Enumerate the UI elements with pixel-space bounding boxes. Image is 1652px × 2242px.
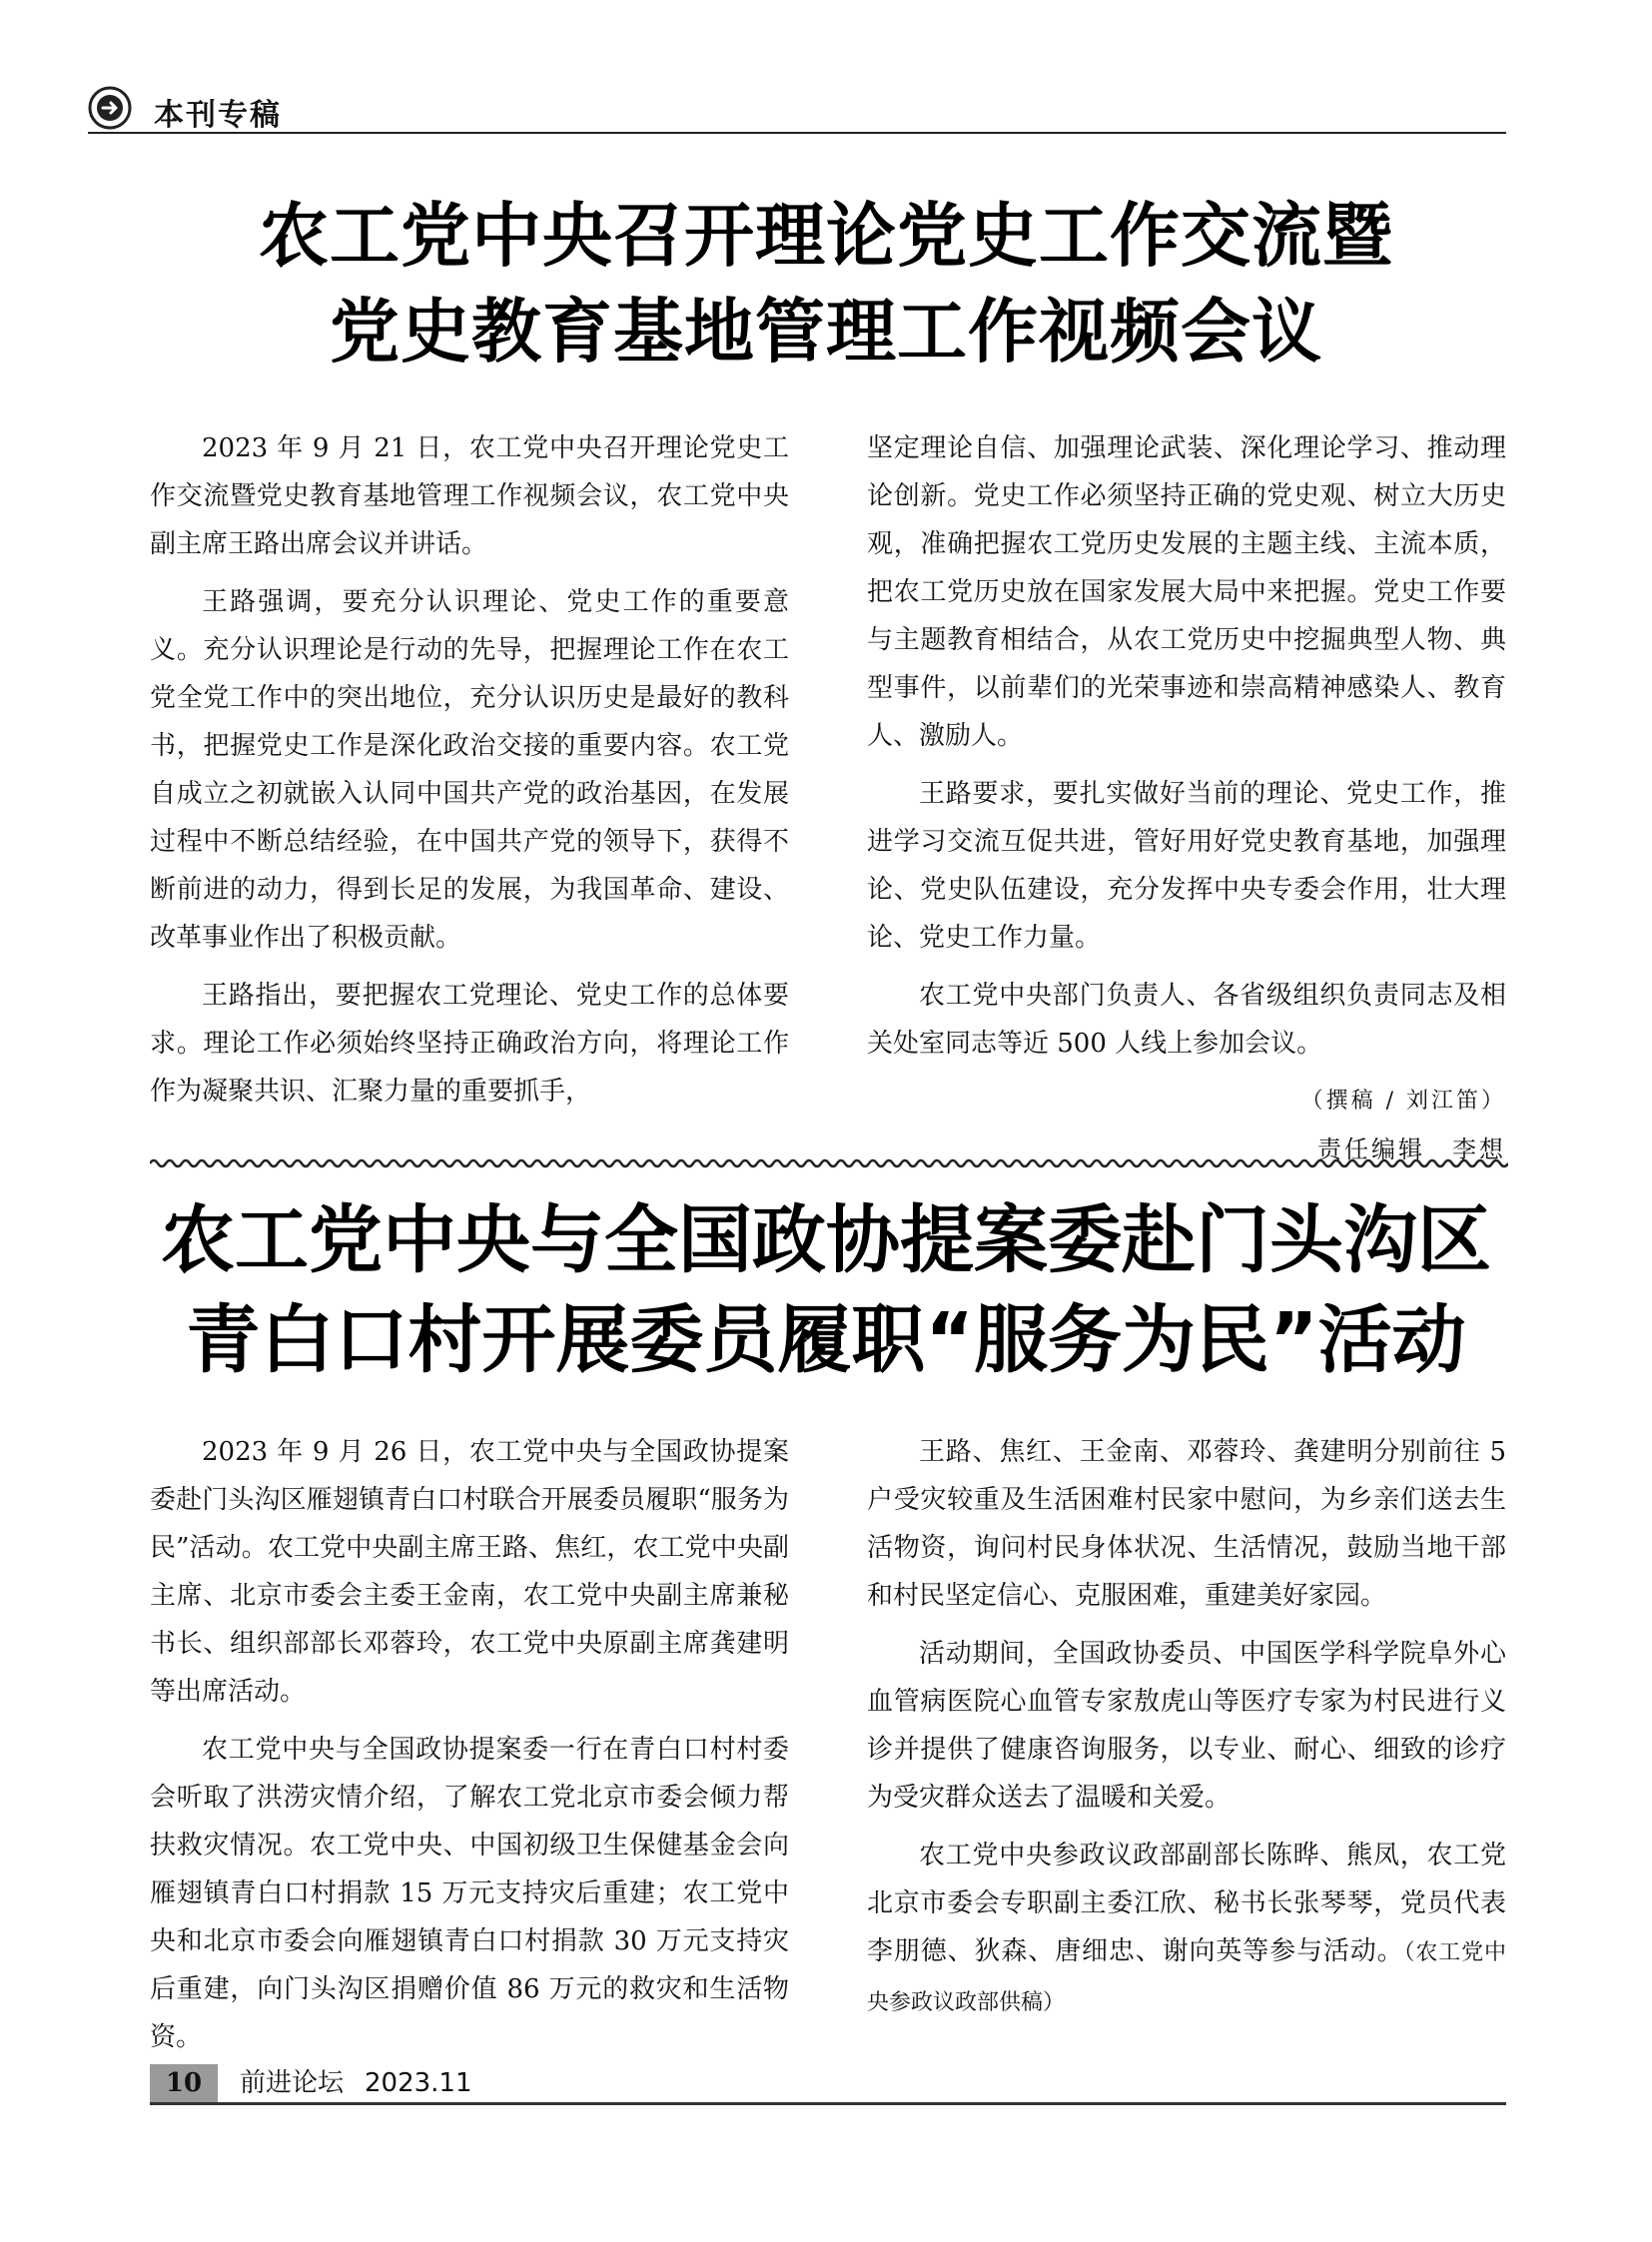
article-1-title-line: 农工党中央召开理论党史工作交流暨 [259, 195, 1393, 277]
article-2-right-column [867, 1428, 1506, 2037]
paragraph: 王路要求，要扎实做好当前的理论、党史工作，推进学习交流互促共进，管好用好党史教育基地，加强理论、党史队伍建设，充分发挥中央专委会作用，壮大理论、党史工作力量。 [867, 779, 1506, 953]
section-title: 本刊专稿 [154, 98, 282, 133]
page-footer [150, 2064, 1506, 2105]
issue-number: 2023.11 [365, 2068, 472, 2098]
author-credit: （撰稿 / 刘江笛） [1300, 1089, 1506, 1114]
article-2-left-column [150, 1428, 789, 2071]
paragraph [867, 1832, 1506, 2027]
wavy-divider [150, 1156, 1508, 1170]
paragraph: 活动期间，全国政协委员、中国医学科学院阜外心血管病医院心血管专家敖虎山等医疗专家为村民进行义诊并提供了健康咨询服务，以专业、耐心、细致的诊疗为受灾群众送去了温暖和关爱。 [867, 1639, 1506, 1813]
article-2-title-line: 青白口村开展委员履职“服务为民”活动 [186, 1297, 1466, 1383]
source-credit: （农工党中央参政议政部供稿） [867, 1940, 1506, 2015]
paragraph-continuation: 坚定理论自信、加强理论武装、深化理论学习、推动理论创新。党史工作必须坚持正确的党史观、树立大历史观，准确把握农工党历史发展的主题主线、主流本质，把农工党历史放在国家发展大局中来把握。党史工作要与主题教育相结合，从农工党历史中挖掘典型人物、典型事件，以前辈们的光荣事迹和崇高精神感染人、教育人、激励人。 [867, 433, 1506, 751]
paragraph: 王路、焦红、王金南、邓蓉玲、龚建明分别前往 5 户受灾较重及生活困难村民家中慰问，为乡亲们送去生活物资，询问村民身体状况、生活情况，鼓励当地干部和村民坚定信心、克服困难，重建美好家园。 [867, 1437, 1506, 1611]
section-header [88, 86, 1506, 134]
journal-name: 前进论坛 [240, 2068, 345, 2098]
article-1-left-column [150, 424, 789, 1125]
editor-credit: 责任编辑 李想 [1317, 1135, 1506, 1163]
article-2-title [80, 1190, 1572, 1390]
article-1-title-line: 党史教育基地管理工作视频会议 [330, 291, 1322, 373]
article-2-title-line: 农工党中央与全国政协提案委赴门头沟区 [161, 1197, 1491, 1283]
paragraph: 2023 年 9 月 21 日，农工党中央召开理论党史工作交流暨党史教育基地管理工作视频会议，农工党中央副主席王路出席会议并讲话。 [150, 433, 789, 559]
paragraph: 农工党中央与全国政协提案委一行在青白口村村委会听取了洪涝灾情介绍，了解农工党北京市委会倾力帮扶救灾情况。农工党中央、中国初级卫生保健基金会向雁翅镇青白口村捐款 15 万元支持灾后重建；农工党中央和北京市委会向雁翅镇青白口村捐款 30 万元支持灾后重建，向门头沟区捐赠价值 86 万元的救灾和生活物资。 [150, 1735, 789, 2052]
paragraph: 2023 年 9 月 26 日，农工党中央与全国政协提案委赴门头沟区雁翅镇青白口村联合开展委员履职“服务为民”活动。农工党中央副主席王路、焦红，农工党中央副主席、北京市委会主委王金南，农工党中央副主席兼秘书长、组织部部长邓蓉玲，农工党中央原副主席龚建明等出席活动。 [150, 1437, 789, 1707]
paragraph-text: 农工党中央参政议政部副部长陈晔、熊凤，农工党北京市委会专职副主委江欣、秘书长张琴琴，党员代表李朋德、狄森、唐细忠、谢向英等参与活动。 [867, 1841, 1506, 1966]
article-1-right-column [867, 424, 1506, 1173]
paragraph: 王路强调，要充分认识理论、党史工作的重要意义。充分认识理论是行动的先导，把握理论工作在农工党全党工作中的突出地位，充分认识历史是最好的教科书，把握党史工作是深化政治交接的重要内容。农工党自成立之初就嵌入认同中国共产党的政治基因，在发展过程中不断总结经验，在中国共产党的领导下，获得不断前进的动力，得到长足的发展，为我国革命、建设、改革事业作出了积极贡献。 [150, 587, 789, 953]
paragraph: 王路指出，要把握农工党理论、党史工作的总体要求。理论工作必须始终坚持正确政治方向，将理论工作作为凝聚共识、汇聚力量的重要抓手， [150, 981, 789, 1107]
page-number: 10 [150, 2064, 218, 2102]
article-1-title [80, 188, 1572, 379]
paragraph: 农工党中央部门负责人、各省级组织负责同志及相关处室同志等近 500 人线上参加会议。 [867, 981, 1506, 1059]
circle-arrow-right-icon [88, 86, 132, 130]
